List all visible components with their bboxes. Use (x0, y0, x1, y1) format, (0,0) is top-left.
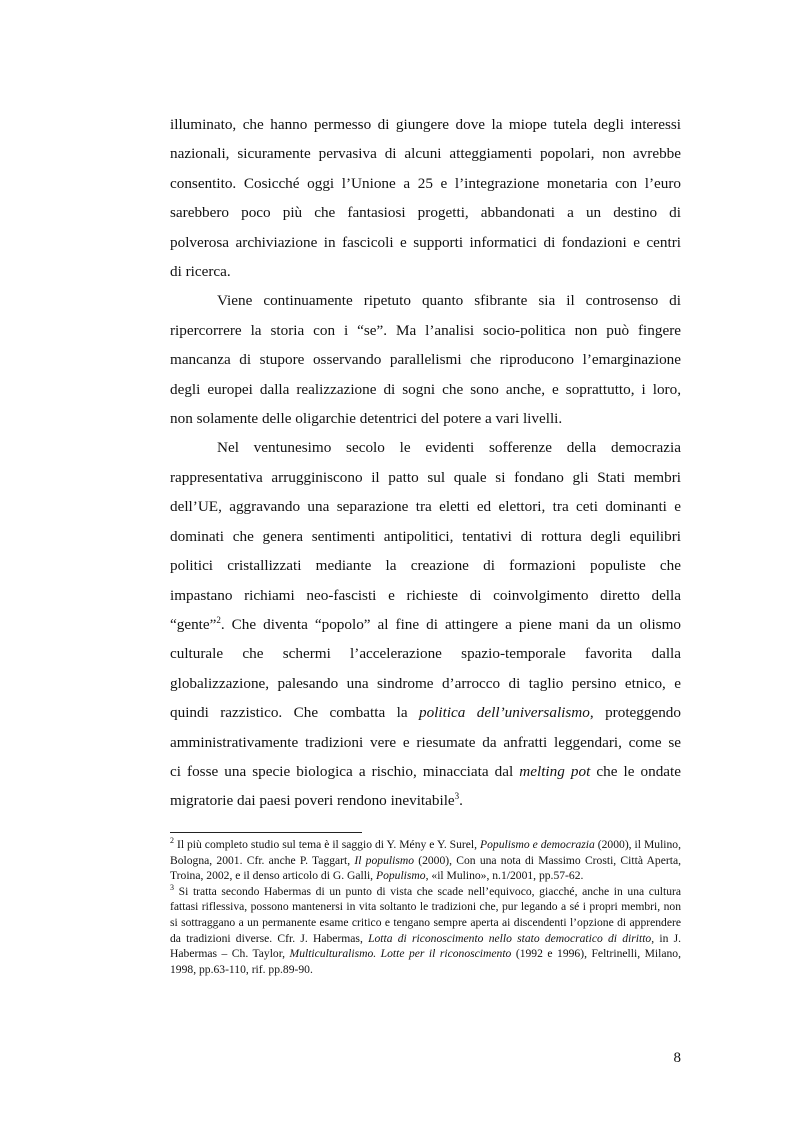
text-line: globalizzazione, palesando una sindrome d’arrocco di taglio persino etnico, e (170, 674, 681, 692)
footnotes (170, 837, 681, 977)
text-segment: . Che diventa “popolo” al fine di attingere a piene mani da un olismo (220, 615, 681, 633)
text-line (170, 610, 681, 639)
text-segment: . (459, 792, 463, 810)
text-line: culturale che schermi l’accelerazione spazio-temporale favorita dalla (170, 645, 681, 663)
text-line: illuminato, che hanno permesso di giungere dove la miope tutela degli interessi (170, 116, 681, 133)
paragraph-2 (170, 286, 681, 433)
text-segment: che le ondate (590, 762, 682, 780)
text-segment: , proteggendo (589, 704, 681, 722)
footnote-text: (2000), Con una nota di Massimo Crosti, Città Aperta, Troina, 2002, e il denso articolo di G. Galli, (170, 853, 681, 883)
footnote-text: (1992 e 1996), Feltrinelli, Milano, 1998, pp.63-110, rif. pp.89-90. (170, 947, 681, 976)
text-line: non solamente delle oligarchie detentrici del potere a vari livelli. (170, 410, 563, 428)
text-segment: “gente” (170, 615, 217, 633)
paragraph-1 (170, 110, 681, 286)
footnote-number: 2 (170, 836, 174, 846)
text-line: polverosa archiviazione in fascicoli e supporti informatici di fondazioni e centri (170, 233, 681, 251)
text-line: ripercorrere la storia con i “se”. Ma l’analisi socio-politica non può fingere (170, 321, 681, 339)
footnote-title: Il populismo (354, 853, 414, 867)
footnote-text: , «il Mulino», n.1/2001, pp.57-62. (425, 869, 584, 883)
footnote-text: Il più completo studio sul tema è il saggio di Y. Mény e Y. Surel, (174, 838, 481, 851)
text-line: Viene continuamente ripetuto quanto sfibrante sia il controsenso di (217, 292, 681, 310)
body-text (170, 110, 681, 816)
footnote-3 (170, 884, 681, 978)
italic-phrase: melting pot (519, 762, 591, 780)
text-line: consentito. Cosicché oggi l’Unione a 25 e l’integrazione monetaria con l’euro (170, 174, 681, 192)
text-line: degli europei dalla realizzazione di sogni che sono anche, e soprattutto, i loro, (170, 380, 681, 398)
text-segment: migratorie dai paesi poveri rendono inevitabile (170, 792, 455, 810)
footnote-text: Si tratta secondo Habermas di un punto di vista che scade nell’equivoco, giacché, anche in una cultura fattasi riflessiva, possono mantenersi in vita soltanto le tradizioni che, pur legando a sé i propri membri, non si sottraggano a un permanente esame critico e tengano sempre aperta ai discendenti l’opzione di apprendere da tradizioni diverse. Cfr. J. Habermas, (170, 884, 681, 945)
text-line: di ricerca. (170, 263, 231, 281)
text-line: sarebbero poco più che fantasiosi progetti, abbandonati a un destino di (170, 204, 681, 222)
text-line: politici cristallizzati mediante la creazione di formazioni populiste che (170, 557, 681, 575)
text-line (170, 786, 681, 815)
text-line: mancanza di stupore osservando parallelismi che riproducono l’emarginazione (170, 351, 681, 369)
text-line: Nel ventunesimo secolo le evidenti sofferenze della democrazia (217, 439, 681, 457)
footnote-ref-2[interactable]: 2 (216, 614, 221, 625)
text-line (170, 698, 681, 727)
footnote-2 (170, 837, 681, 884)
text-line: rappresentativa arrugginiscono il patto sul quale si fondano gli Stati membri (170, 468, 681, 486)
footnote-title: Populismo e democrazia (480, 838, 595, 851)
footnote-text: (2000), il Mulino, Bologna, 2001. Cfr. anche P. Taggart, (170, 838, 681, 867)
text-line: impastano richiami neo-fascisti e richieste di coinvolgimento diretto della (170, 586, 681, 604)
text-segment: ci fosse una specie biologica a rischio, minacciata dal (170, 762, 520, 780)
text-line: nazionali, sicuramente pervasiva di alcuni atteggiamenti popolari, non avrebbe (170, 145, 681, 163)
footnote-title: Multiculturalismo. Lotte per il riconoscimento (289, 947, 512, 961)
text-line (170, 757, 681, 786)
footnote-separator (170, 832, 362, 833)
footnote-ref-3[interactable]: 3 (454, 791, 460, 802)
text-segment: quindi razzistico. Che combatta la (170, 704, 419, 722)
footnote-text: , in J. Habermas – Ch. Taylor, (170, 931, 681, 961)
italic-phrase: politica dell’universalismo (418, 704, 590, 722)
page-number: 8 (673, 1050, 681, 1066)
text-line: amministrativamente tradizioni vere e riesumate da anfratti leggendari, come se (170, 733, 681, 751)
footnote-title: Populismo (375, 869, 426, 883)
footnote-title: Lotta di riconoscimento nello stato democratico di diritto (368, 931, 652, 945)
footnote-number: 3 (170, 882, 174, 892)
text-line: dell’UE, aggravando una separazione tra eletti ed elettori, tra ceti dominanti e (170, 498, 681, 516)
paragraph-3 (170, 433, 681, 815)
text-line: dominati che genera sentimenti antipolitici, tentativi di rottura degli equilibri (170, 527, 681, 545)
